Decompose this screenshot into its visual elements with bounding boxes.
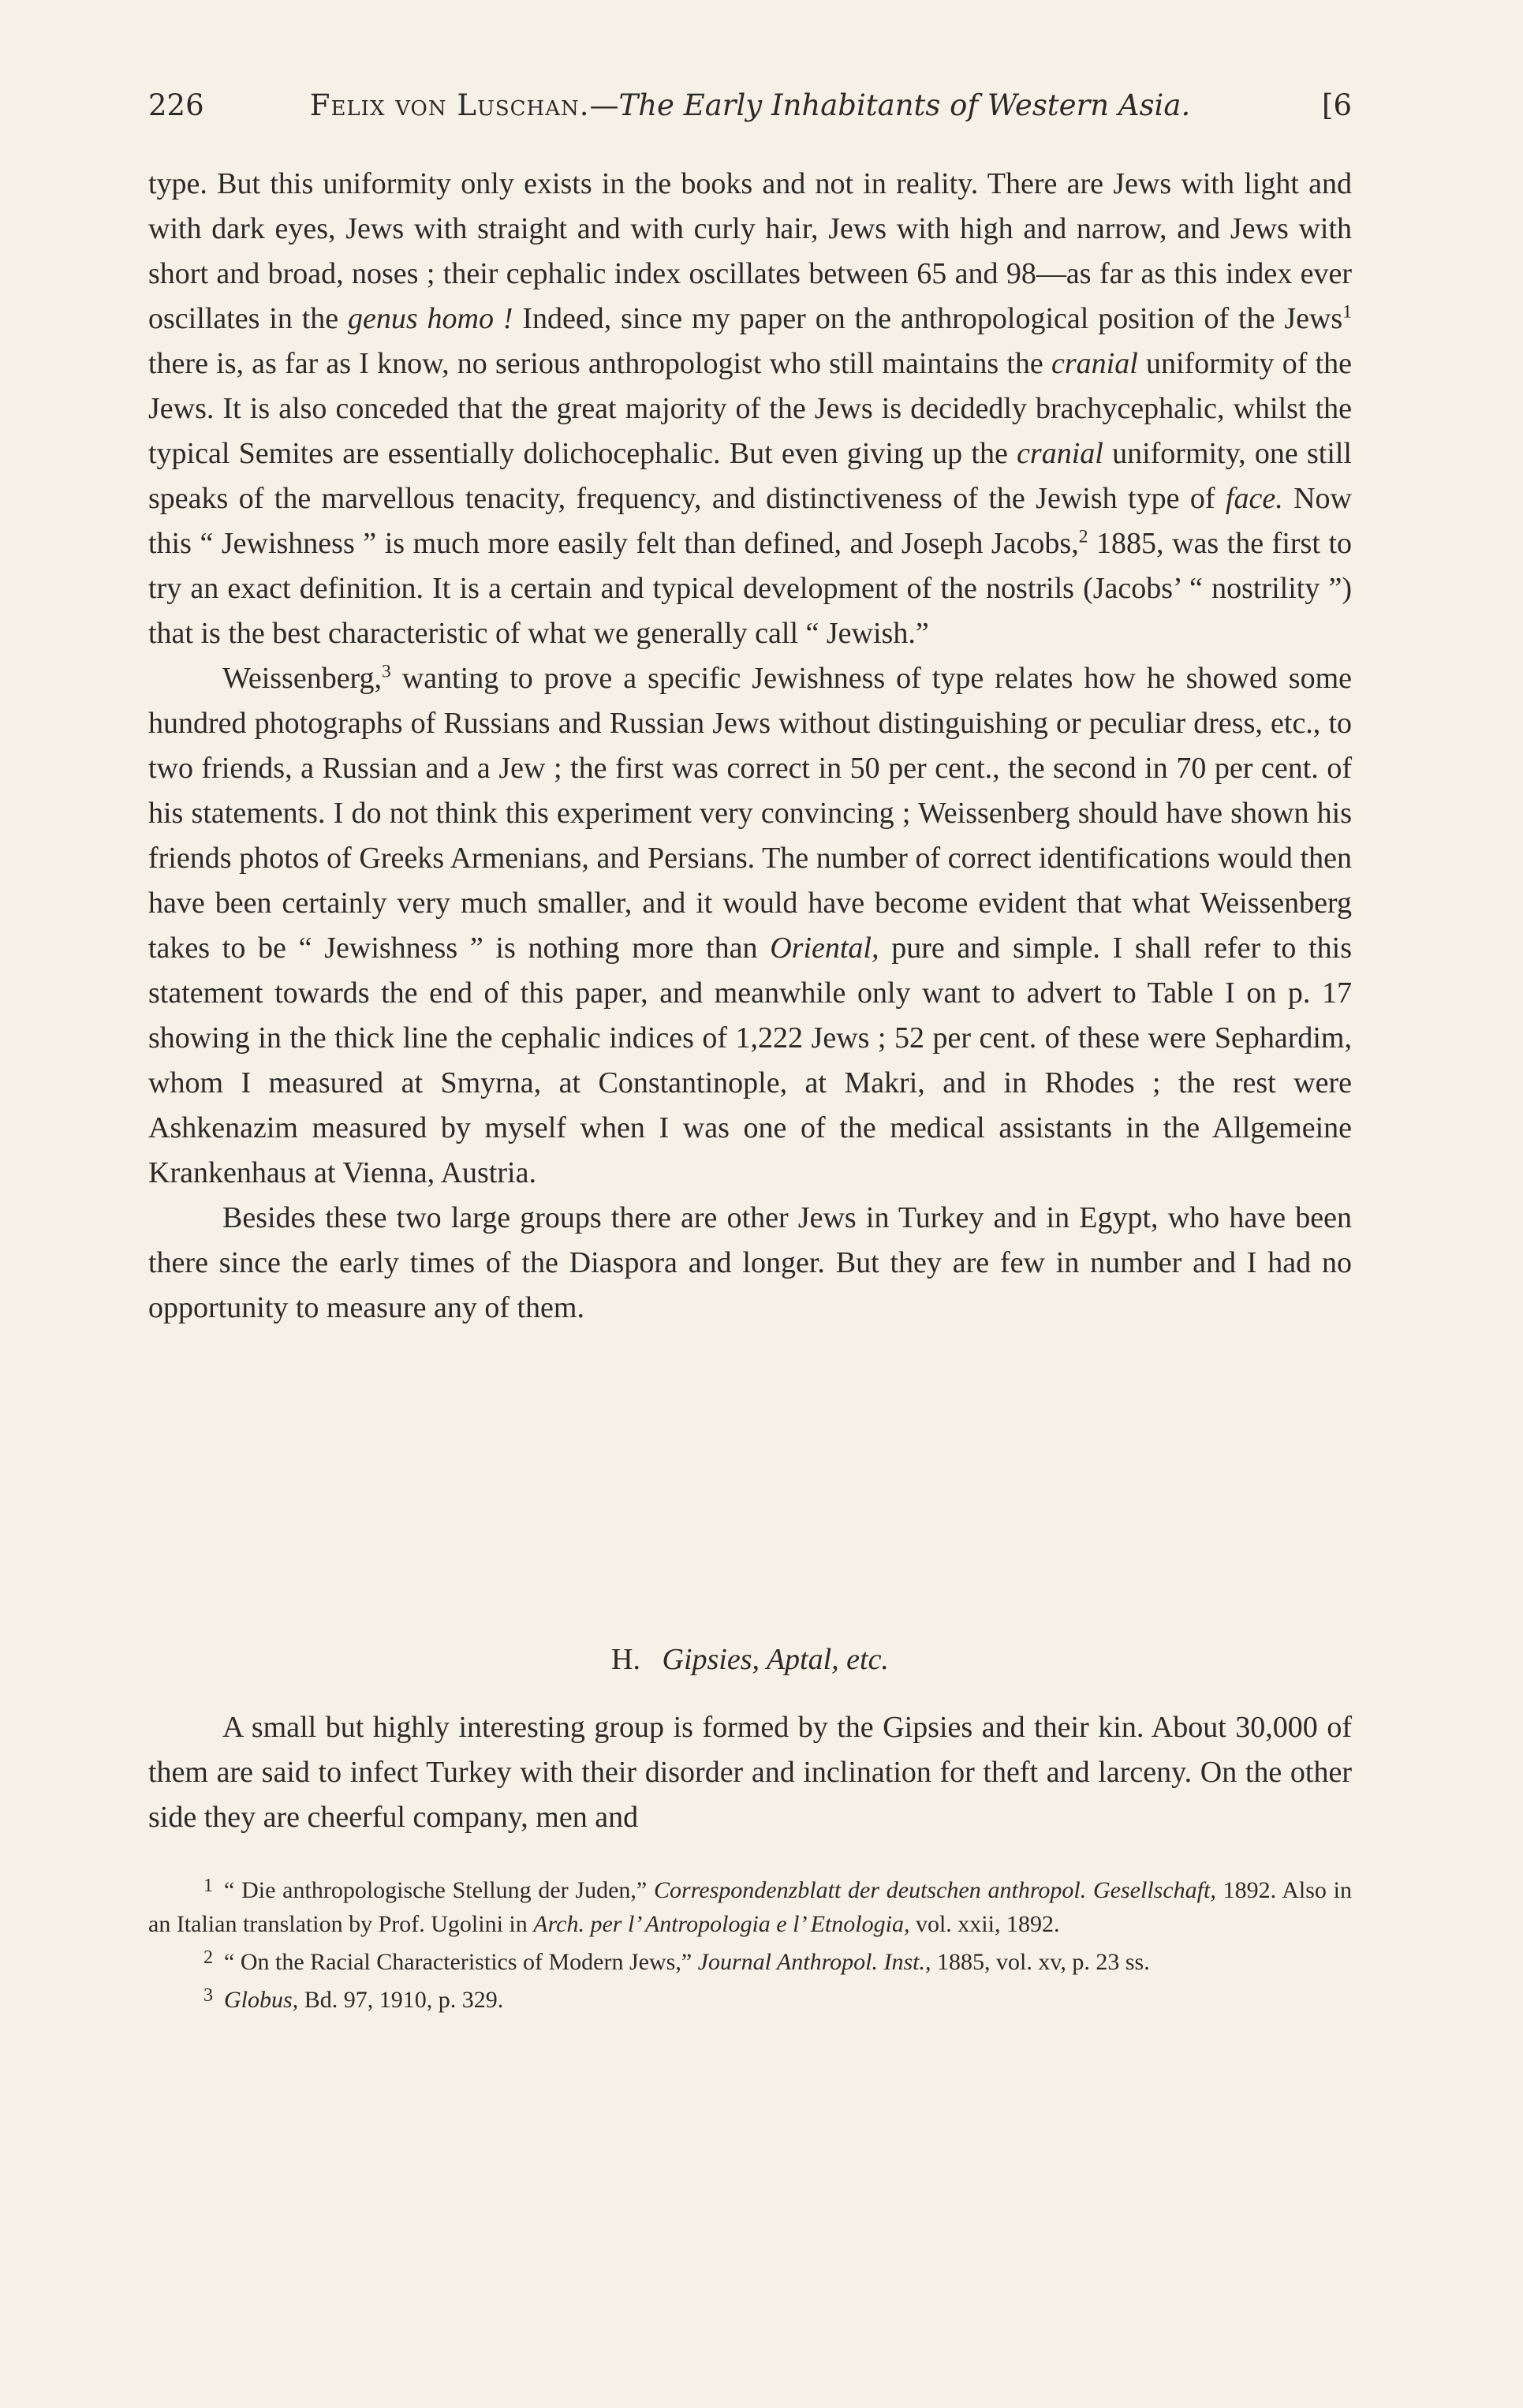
italic-run: Globus, [224, 1987, 299, 2013]
section-paragraph-1: A small but highly interesting group is formed by the Gipsies and their kin. About 30,000 of them are said to infect Turkey with their disorder and inclination for theft and larceny. On the other side they are cheerful company, men and [148, 1711, 1352, 1834]
section-heading [148, 1637, 1352, 1682]
text-run: “ Die anthropologische Stellung der Juden,” [224, 1877, 655, 1903]
text-run: Bd. 97, 1910, p. 329. [298, 1987, 504, 2013]
section-letter: H. [611, 1643, 640, 1676]
italic-run: cranial [1051, 347, 1138, 380]
italic-run: Arch. per l’ Antropologia e l’ Etnologia, [533, 1911, 910, 1937]
footnote-3 [148, 1979, 1352, 2017]
section-title: Gipsies, Aptal, etc. [662, 1643, 889, 1676]
text-run: Now this “ Jewishness ” is much more easily felt than defined, and Joseph Jacobs, [148, 482, 1352, 560]
italic-run: Correspondenzblatt der deutschen anthropol. Gesellschaft, [654, 1877, 1216, 1903]
text-run: “ On the Racial Characteristics of Modern Jews,” [224, 1949, 698, 1975]
footnote-1 [148, 1869, 1352, 1941]
italic-run: Oriental, [770, 931, 879, 965]
footnote-2 [148, 1941, 1352, 1979]
text-run: 1892. Also in an Italian translation by Prof. Ugolini in [148, 1877, 1353, 1937]
header-dash: — [589, 88, 619, 122]
text-run: uniformity, one still speaks of the marvellous tenacity, frequency, and distinctiveness of the Jewish type of [148, 437, 1352, 515]
italic-run: genus homo ! [347, 302, 513, 335]
footnotes [148, 1869, 1352, 2017]
text-run: uniformity of the Jews. It is also conceded that the great majority of the Jews is decidedly brachycephalic, whilst the typical Semites are essentially dolichocephalic. But even giving up the [148, 347, 1352, 470]
header-section-mark: [6 [1322, 88, 1352, 122]
footnote-ref-1[interactable]: 1 [1342, 301, 1352, 323]
header-title: The Early Inhabitants of Western Asia. [618, 88, 1191, 122]
text-run: pure and simple. I shall refer to this statement towards the end of this paper, and meanwhile only want to advert to Table I on p. 17 showing in the thick line the cephalic indices of 1,222 Jews ; 52 per cent. of these were Sephardim, whom I measured at Smyrna, at Constantinople, at Makri, and in Rhodes ; the rest were Ashkenazim measured by myself when I was one of the medical assistants in the Allgemeine Krankenhaus at Vienna, Austria. [148, 931, 1352, 1189]
text-run: wanting to prove a specific Jewishness of type relates how he showed some hundred photographs of Russians and Russian Jews without distinguishing or peculiar dress, etc., to two friends, a Russian and a Jew ; the first was correct in 50 per cent., the second in 70 per cent. of his statements. I do not think this experiment very convincing ; Weissenberg should have shown his friends photos of Greeks Armenians, and Persians. The number of correct identifications would then have been certainly very much smaller, and it would have become evident that what Weissenberg takes to be “ Jewishness ” is nothing more than [148, 662, 1352, 965]
text-run: type. But this uniformity only exists in the books and not in reality. There are Jews with light and with dark eyes, Jews with straight and with curly hair, Jews with high and narrow, and Jews with short and broad, noses ; their cephalic index oscillates between 65 and 98—as far as this index ever oscillates in the [148, 167, 1352, 335]
main-text [148, 162, 1352, 1331]
footnote-number: 3 [203, 1985, 213, 2006]
running-title [148, 82, 1352, 129]
paragraph-3: Besides these two large groups there are other Jews in Turkey and in Egypt, who have been there since the early times of the Diaspora and longer. But they are few in number and I had no opportunity to measure any of them. [148, 1201, 1352, 1324]
paragraph-2 [148, 656, 1352, 1196]
italic-run: cranial [1017, 437, 1103, 470]
header-author: Felix von Luschan. [309, 88, 590, 122]
footnote-number: 1 [203, 1876, 213, 1896]
italic-run: Journal Anthropol. Inst., [697, 1949, 931, 1975]
running-header [148, 82, 1352, 129]
text-run: there is, as far as I know, no serious anthropologist who still maintains the [148, 347, 1051, 380]
italic-run: face. [1225, 482, 1283, 515]
footnote-ref-3[interactable]: 3 [382, 661, 391, 682]
footnote-number: 2 [203, 1947, 213, 1968]
section-text [148, 1705, 1352, 1840]
paragraph-1 [148, 162, 1352, 656]
footnote-ref-2[interactable]: 2 [1078, 526, 1088, 547]
page-number: 226 [148, 88, 204, 122]
text-run: Weissenberg, [222, 662, 383, 695]
text-run: 1885, was the first to try an exact definition. It is a certain and typical development of the nostrils (Jacobs’ “ nostrility ”) that is the best characteristic of what we generally call “ Jewish.” [148, 527, 1352, 650]
text-run: Indeed, since my paper on the anthropological position of the Jews [513, 302, 1343, 335]
text-run: vol. xxii, 1892. [909, 1911, 1060, 1937]
text-run: 1885, vol. xv, p. 23 ss. [931, 1949, 1150, 1975]
